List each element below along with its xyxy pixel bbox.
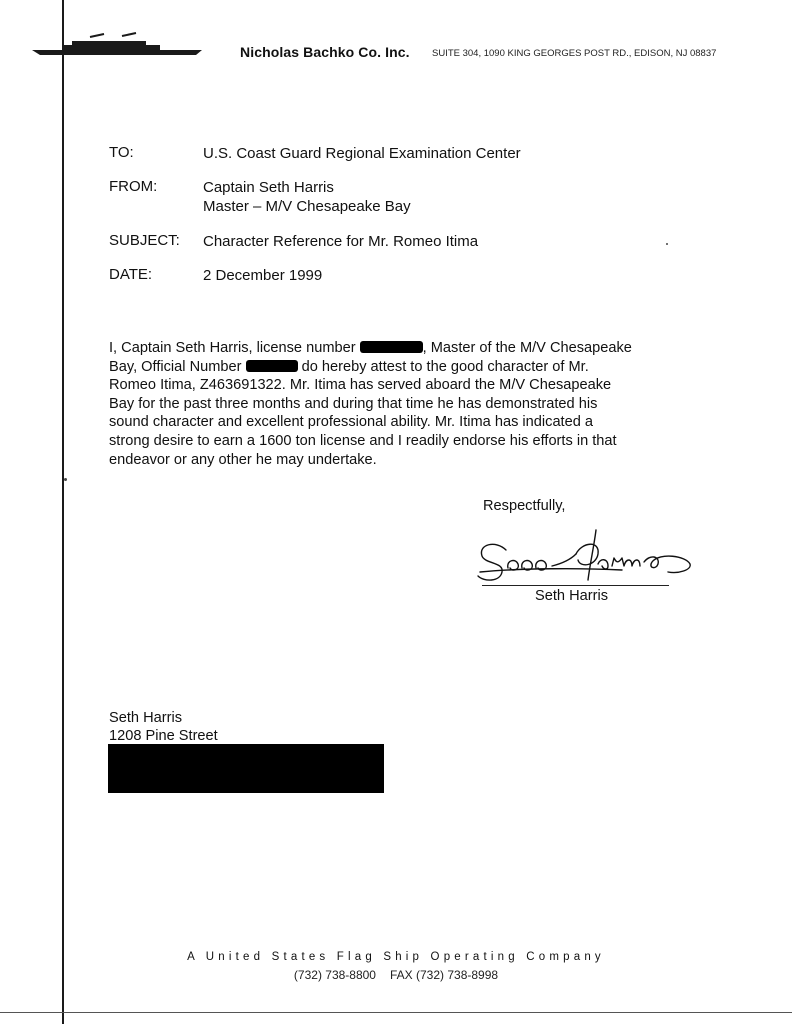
body-text-segment: do hereby attest to the good character of Mr. — [297, 358, 589, 375]
letter-body — [109, 339, 669, 469]
body-line: Bay for the past three months and during that time he has demonstrated his — [109, 395, 598, 412]
closing-salutation: Respectfully, — [483, 498, 566, 514]
body-line: sound character and excellent professional ability. Mr. Itima has indicated a — [109, 414, 594, 431]
sender-address — [109, 710, 218, 745]
scan-speck — [666, 243, 668, 245]
memo-to-label: TO: — [109, 144, 134, 161]
memo-subject-value: Character Reference for Mr. Romeo Itima — [203, 233, 479, 250]
body-line — [109, 358, 669, 377]
body-line — [109, 339, 669, 358]
body-text-segment: I, Captain Seth Harris, license number — [109, 340, 360, 356]
body-line: strong desire to earn a 1600 ton license and I readily endorse his efforts in that — [109, 432, 617, 449]
signature-image — [472, 524, 702, 590]
memo-subject-label: SUBJECT: — [109, 232, 180, 249]
margin-rule-bottom — [0, 1012, 792, 1013]
redaction-official-number — [246, 360, 298, 372]
scan-speck — [64, 478, 67, 481]
sender-name: Seth Harris — [109, 710, 182, 726]
body-line: endeavor or any other he may undertake. — [109, 451, 377, 468]
redaction-address-block — [108, 744, 384, 793]
memo-from-line: Captain Seth Harris — [203, 179, 334, 196]
memo-from-line: Master – M/V Chesapeake Bay — [203, 198, 411, 215]
company-address: SUITE 304, 1090 KING GEORGES POST RD., EDISON, NJ 08837 — [432, 48, 717, 59]
memo-to-value: U.S. Coast Guard Regional Examination Center — [203, 145, 521, 162]
memo-date-label: DATE: — [109, 266, 153, 283]
sender-street: 1208 Pine Street — [109, 727, 218, 744]
body-line: Romeo Itima, Z463691322. Mr. Itima has served aboard the M/V Chesapeake — [109, 377, 612, 394]
body-text-segment: , Master of the M/V Chesapeake — [422, 340, 632, 356]
body-text-segment: Bay, Official Number — [109, 358, 246, 375]
ship-icon — [30, 28, 205, 62]
company-name: Nicholas Bachko Co. Inc. — [240, 44, 410, 60]
signer-name: Seth Harris — [535, 588, 608, 604]
footer-tagline: A United States Flag Ship Operating Company — [187, 951, 605, 963]
memo-from-value — [203, 178, 411, 216]
margin-rule-vertical — [62, 0, 64, 1024]
memo-date-value: 2 December 1999 — [203, 267, 323, 284]
memo-from-label: FROM: — [109, 178, 158, 195]
footer-fax: FAX (732) 738-8998 — [389, 968, 499, 982]
footer-contact — [0, 968, 792, 982]
redaction-license-number — [360, 341, 423, 353]
footer-phone: (732) 738-8800 — [293, 968, 376, 982]
signature-line — [482, 585, 669, 586]
